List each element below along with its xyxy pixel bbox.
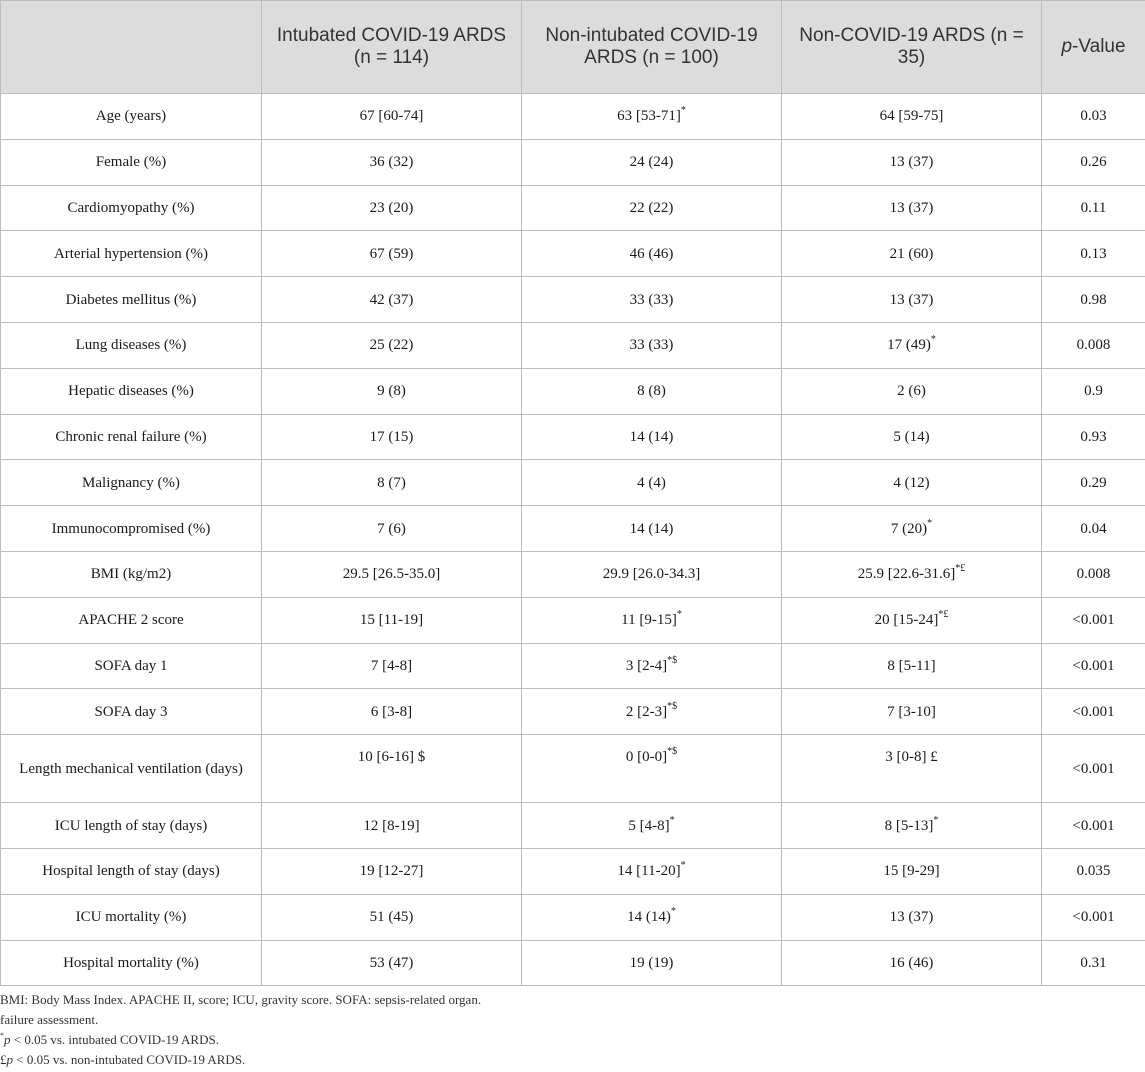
header-non-covid-ards: Non-COVID-19 ARDS (n = 35) — [782, 1, 1042, 94]
header-intubated-covid: Intubated COVID-19 ARDS (n = 114) — [262, 1, 522, 94]
header-row — [1, 1, 1145, 94]
cell-p-value-text: 0.29 — [1080, 474, 1107, 491]
row-label — [1, 231, 262, 277]
cell-non-covid-ards-text: 25.9 [22.6-31.6] — [857, 566, 956, 583]
cell-p-value-text: 0.31 — [1080, 954, 1107, 971]
row-label-text: APACHE 2 score — [78, 612, 184, 629]
cell-intubated-covid-text: 17 (15) — [369, 428, 414, 445]
row-label-text: Chronic renal failure (%) — [55, 428, 207, 445]
cell-p-value-text: <0.001 — [1072, 909, 1115, 926]
cell-non-intubated-covid-text: 14 (14) — [629, 428, 674, 445]
cell-non-covid-ards — [782, 460, 1042, 506]
header-p-rest: -Value — [1072, 36, 1126, 57]
cell-p-value-text: 0.03 — [1080, 108, 1107, 125]
cell-p-value — [1042, 803, 1145, 849]
cell-non-covid-ards-text: 64 [59-75] — [879, 108, 944, 125]
cell-non-intubated-covid-text: 11 [9-15] — [621, 612, 677, 629]
cell-non-intubated-covid — [522, 894, 782, 940]
cell-p-value-text: 0.008 — [1076, 337, 1111, 354]
cell-intubated-covid — [262, 803, 522, 849]
cell-non-covid-ards-text: 17 (49) — [887, 337, 931, 354]
cell-p-value — [1042, 848, 1145, 894]
cell-intubated-covid-text: 12 [8-19] — [363, 817, 420, 834]
cell-non-intubated-covid-text: 2 [2-3] — [625, 703, 668, 720]
cell-p-value-text: 0.93 — [1080, 428, 1107, 445]
row-label-text: SOFA day 3 — [94, 703, 168, 720]
cell-p-value — [1042, 940, 1145, 986]
row-label-text: BMI (kg/m2) — [90, 566, 172, 583]
cell-non-intubated-covid-text: 4 (4) — [637, 474, 666, 491]
cell-non-covid-ards — [782, 597, 1042, 643]
cell-intubated-covid — [262, 460, 522, 506]
header-blank-cell — [1, 1, 262, 94]
cell-intubated-covid-text: 15 [11-19] — [359, 612, 424, 629]
cell-non-covid-ards — [782, 940, 1042, 986]
cell-non-intubated-covid — [522, 689, 782, 735]
footnote-vs-non-intubated-text: < 0.05 vs. non-intubated COVID-19 ARDS. — [13, 1052, 246, 1067]
cell-non-covid-ards-text: 16 (46) — [889, 954, 934, 971]
cell-non-intubated-covid — [522, 185, 782, 231]
cell-non-intubated-covid — [522, 848, 782, 894]
table-row — [1, 322, 1145, 368]
header-non-intubated-covid: Non-intubated COVID-19 ARDS (n = 100) — [522, 1, 782, 94]
cell-p-value-text: 0.9 — [1084, 383, 1103, 400]
significance-marker: * — [680, 860, 686, 872]
cell-intubated-covid — [262, 597, 522, 643]
row-label — [1, 894, 262, 940]
row-label — [1, 803, 262, 849]
table-row — [1, 460, 1145, 506]
cell-non-covid-ards-text: 15 [9-29] — [883, 863, 940, 880]
cell-p-value — [1042, 414, 1145, 460]
cell-non-covid-ards-text: 13 (37) — [889, 291, 934, 308]
cell-non-intubated-covid — [522, 506, 782, 552]
cell-non-covid-ards-text: 2 (6) — [897, 383, 926, 400]
cell-intubated-covid — [262, 277, 522, 323]
footnote-abbreviations: BMI: Body Mass Index. APACHE II, score; ICU, gravity score. SOFA: sepsis-related organ. — [0, 992, 482, 1007]
cell-intubated-covid-text: 25 (22) — [369, 337, 414, 354]
footnote-vs-intubated — [0, 1030, 1145, 1050]
cell-non-covid-ards — [782, 414, 1042, 460]
cell-non-intubated-covid-text: 22 (22) — [629, 199, 674, 216]
cell-non-intubated-covid-text: 63 [53-71] — [617, 108, 681, 125]
cell-non-covid-ards — [782, 551, 1042, 597]
cell-intubated-covid-text: 19 [12-27] — [359, 863, 424, 880]
cell-p-value — [1042, 894, 1145, 940]
cell-intubated-covid-text: 7 [4-8] — [370, 657, 413, 674]
cell-p-value-text: <0.001 — [1072, 760, 1115, 777]
cell-p-value-text: 0.008 — [1076, 566, 1111, 583]
row-label-text: Age (years) — [95, 108, 167, 125]
cell-intubated-covid — [262, 894, 522, 940]
cell-non-covid-ards-text: 8 [5-11] — [887, 657, 936, 674]
cell-p-value-text: 0.13 — [1080, 245, 1107, 262]
cell-non-intubated-covid — [522, 803, 782, 849]
cell-intubated-covid-text: 42 (37) — [369, 291, 414, 308]
cell-intubated-covid-text: 10 [6-16] $ — [357, 749, 426, 766]
cell-non-covid-ards-text: 8 [5-13] — [884, 817, 934, 834]
header-p-italic: p — [1061, 36, 1073, 57]
cell-non-covid-ards-text: 3 [0-8] £ — [885, 749, 938, 766]
table-row — [1, 277, 1145, 323]
row-label — [1, 414, 262, 460]
table-row — [1, 139, 1145, 185]
cell-non-covid-ards — [782, 185, 1042, 231]
cell-intubated-covid — [262, 643, 522, 689]
cell-intubated-covid — [262, 368, 522, 414]
cell-p-value — [1042, 185, 1145, 231]
significance-marker: * — [930, 334, 936, 346]
table-row — [1, 185, 1145, 231]
cell-non-covid-ards-text: 7 (20) — [890, 520, 928, 537]
cell-non-intubated-covid-text: 29.9 [26.0-34.3] — [602, 566, 701, 583]
table-row — [1, 506, 1145, 552]
cell-intubated-covid-text: 29.5 [26.5-35.0] — [342, 566, 441, 583]
cell-non-intubated-covid — [522, 551, 782, 597]
table-row — [1, 643, 1145, 689]
footnote-p-italic: p — [4, 1032, 11, 1047]
cell-non-covid-ards-text: 13 (37) — [889, 909, 934, 926]
cell-p-value — [1042, 368, 1145, 414]
cell-intubated-covid — [262, 940, 522, 986]
cell-non-intubated-covid — [522, 368, 782, 414]
cell-intubated-covid-text: 23 (20) — [369, 199, 414, 216]
significance-marker: * — [670, 906, 676, 918]
significance-marker: * — [927, 517, 933, 529]
cell-p-value — [1042, 231, 1145, 277]
cell-non-intubated-covid — [522, 643, 782, 689]
cell-intubated-covid — [262, 689, 522, 735]
row-label — [1, 139, 262, 185]
cell-non-intubated-covid — [522, 231, 782, 277]
row-label-text: SOFA day 1 — [94, 657, 168, 674]
significance-marker: * — [680, 105, 686, 117]
cell-intubated-covid-text: 36 (32) — [369, 154, 414, 171]
cell-non-covid-ards-text: 4 (12) — [893, 474, 930, 491]
row-label-text: Lung diseases (%) — [75, 337, 187, 354]
cell-non-intubated-covid-text: 33 (33) — [629, 337, 674, 354]
cell-p-value — [1042, 139, 1145, 185]
row-label — [1, 185, 262, 231]
table-footnotes — [0, 990, 1145, 1070]
cell-non-intubated-covid — [522, 460, 782, 506]
cell-non-intubated-covid — [522, 414, 782, 460]
cell-non-covid-ards-text: 20 [15-24] — [874, 612, 939, 629]
cell-p-value-text: <0.001 — [1072, 817, 1115, 834]
cell-non-intubated-covid-text: 0 [0-0] — [625, 749, 668, 766]
footnote-p-italic: p — [6, 1052, 13, 1067]
cell-p-value-text: 0.035 — [1076, 863, 1111, 880]
cell-p-value-text: <0.001 — [1072, 612, 1115, 629]
cell-non-covid-ards — [782, 94, 1042, 140]
row-label-text: Cardiomyopathy (%) — [67, 199, 195, 216]
cell-non-covid-ards — [782, 322, 1042, 368]
cell-non-covid-ards — [782, 643, 1042, 689]
row-label-text: Hospital mortality (%) — [63, 954, 199, 971]
cell-non-intubated-covid-text: 5 [4-8] — [628, 817, 670, 834]
row-label — [1, 940, 262, 986]
significance-marker: *£ — [938, 609, 949, 621]
row-label — [1, 277, 262, 323]
cell-non-covid-ards — [782, 894, 1042, 940]
header-p-value — [1042, 1, 1145, 94]
cell-intubated-covid-text: 53 (47) — [369, 954, 414, 971]
cell-intubated-covid-text: 6 [3-8] — [370, 703, 413, 720]
cell-non-intubated-covid-text: 3 [2-4] — [625, 657, 668, 674]
cell-p-value-text: <0.001 — [1072, 703, 1115, 720]
row-label-text: Malignancy (%) — [82, 474, 180, 491]
row-label-text: Diabetes mellitus (%) — [65, 291, 197, 308]
table-row — [1, 231, 1145, 277]
cell-intubated-covid-text: 7 (6) — [377, 520, 406, 537]
cell-non-intubated-covid-text: 24 (24) — [629, 154, 674, 171]
cell-non-intubated-covid-text: 14 (14) — [627, 909, 671, 926]
row-label-text: Female (%) — [95, 154, 167, 171]
table-row — [1, 551, 1145, 597]
footnote-asterisk: * — [0, 1031, 4, 1040]
table-row — [1, 894, 1145, 940]
table-row — [1, 803, 1145, 849]
cell-p-value-text: <0.001 — [1072, 657, 1115, 674]
cell-non-intubated-covid-text: 33 (33) — [629, 291, 674, 308]
cell-p-value-text: 0.11 — [1080, 199, 1107, 216]
cell-p-value — [1042, 322, 1145, 368]
cell-p-value — [1042, 551, 1145, 597]
cell-non-intubated-covid-text: 46 (46) — [629, 245, 674, 262]
cell-intubated-covid — [262, 185, 522, 231]
table-row — [1, 368, 1145, 414]
cell-p-value — [1042, 597, 1145, 643]
cell-non-covid-ards — [782, 689, 1042, 735]
table-row — [1, 848, 1145, 894]
table-row — [1, 414, 1145, 460]
cell-p-value-text: 0.26 — [1080, 154, 1107, 171]
cell-non-covid-ards — [782, 277, 1042, 323]
cell-intubated-covid-text: 67 (59) — [369, 245, 414, 262]
cell-non-covid-ards-text: 13 (37) — [889, 154, 934, 171]
cell-non-covid-ards-text: 21 (60) — [889, 245, 934, 262]
cell-non-covid-ards — [782, 803, 1042, 849]
cell-non-intubated-covid-text: 14 [11-20] — [617, 863, 681, 880]
row-label — [1, 643, 262, 689]
row-label-text: Arterial hypertension (%) — [53, 245, 209, 262]
footnote-pound-sign: £ — [0, 1052, 7, 1067]
cell-non-intubated-covid — [522, 277, 782, 323]
row-label — [1, 322, 262, 368]
significance-marker: * — [933, 814, 939, 826]
footnote-vs-non-intubated — [0, 1050, 1145, 1070]
row-label — [1, 551, 262, 597]
cell-intubated-covid-text: 8 (7) — [377, 474, 406, 491]
table-row — [1, 689, 1145, 735]
cell-intubated-covid — [262, 322, 522, 368]
cell-non-covid-ards-text: 5 (14) — [893, 428, 930, 445]
cell-intubated-covid — [262, 139, 522, 185]
cell-p-value — [1042, 94, 1145, 140]
cell-non-intubated-covid-text: 19 (19) — [629, 954, 674, 971]
significance-marker: *$ — [667, 654, 678, 666]
significance-marker: * — [676, 609, 682, 621]
cell-non-intubated-covid — [522, 94, 782, 140]
cell-p-value — [1042, 506, 1145, 552]
cell-p-value — [1042, 689, 1145, 735]
cell-non-covid-ards — [782, 139, 1042, 185]
table-row — [1, 94, 1145, 140]
table-row — [1, 735, 1145, 803]
significance-marker: *£ — [955, 563, 966, 575]
row-label-text: Immunocompromised (%) — [51, 520, 211, 537]
cell-intubated-covid — [262, 848, 522, 894]
cell-intubated-covid — [262, 551, 522, 597]
cell-non-covid-ards — [782, 231, 1042, 277]
row-label-text: Length mechanical ventilation (days) — [19, 760, 243, 777]
table-row — [1, 940, 1145, 986]
cell-non-intubated-covid — [522, 139, 782, 185]
cell-non-intubated-covid — [522, 597, 782, 643]
cell-intubated-covid — [262, 231, 522, 277]
cell-non-intubated-covid-text: 14 (14) — [629, 520, 674, 537]
significance-marker: * — [669, 814, 675, 826]
cell-p-value-text: 0.98 — [1080, 291, 1107, 308]
row-label — [1, 848, 262, 894]
cell-intubated-covid — [262, 506, 522, 552]
cell-non-covid-ards-text: 7 [3-10] — [887, 703, 936, 720]
cell-non-covid-ards — [782, 506, 1042, 552]
significance-marker: *$ — [667, 746, 678, 758]
table-body — [1, 94, 1145, 986]
cell-non-intubated-covid — [522, 322, 782, 368]
cell-intubated-covid — [262, 414, 522, 460]
row-label-text: Hospital length of stay (days) — [42, 863, 220, 880]
cell-p-value — [1042, 735, 1145, 803]
footnote-vs-intubated-text: < 0.05 vs. intubated COVID-19 ARDS. — [10, 1032, 219, 1047]
footnote-abbreviations-cont: failure assessment. — [0, 1012, 99, 1027]
cell-non-intubated-covid — [522, 940, 782, 986]
cell-non-covid-ards — [782, 368, 1042, 414]
cell-non-intubated-covid-text: 8 (8) — [637, 383, 666, 400]
row-label — [1, 689, 262, 735]
cell-intubated-covid — [262, 735, 522, 803]
row-label — [1, 368, 262, 414]
row-label — [1, 506, 262, 552]
row-label — [1, 460, 262, 506]
cell-intubated-covid-text: 51 (45) — [369, 909, 414, 926]
table-row — [1, 597, 1145, 643]
cell-p-value-text: 0.04 — [1080, 520, 1107, 537]
row-label-text: ICU mortality (%) — [75, 909, 187, 926]
cell-non-covid-ards-text: 13 (37) — [889, 199, 934, 216]
cell-intubated-covid-text: 67 [60-74] — [359, 108, 424, 125]
cell-non-covid-ards — [782, 848, 1042, 894]
cell-intubated-covid-text: 9 (8) — [377, 383, 406, 400]
cell-p-value — [1042, 460, 1145, 506]
row-label — [1, 735, 262, 803]
cell-intubated-covid — [262, 94, 522, 140]
row-label — [1, 597, 262, 643]
row-label — [1, 94, 262, 140]
significance-marker: *$ — [667, 700, 678, 712]
row-label-text: Hepatic diseases (%) — [68, 383, 194, 400]
cell-non-covid-ards — [782, 735, 1042, 803]
row-label-text: ICU length of stay (days) — [54, 817, 208, 834]
cell-p-value — [1042, 277, 1145, 323]
cell-non-intubated-covid — [522, 735, 782, 803]
cell-p-value — [1042, 643, 1145, 689]
